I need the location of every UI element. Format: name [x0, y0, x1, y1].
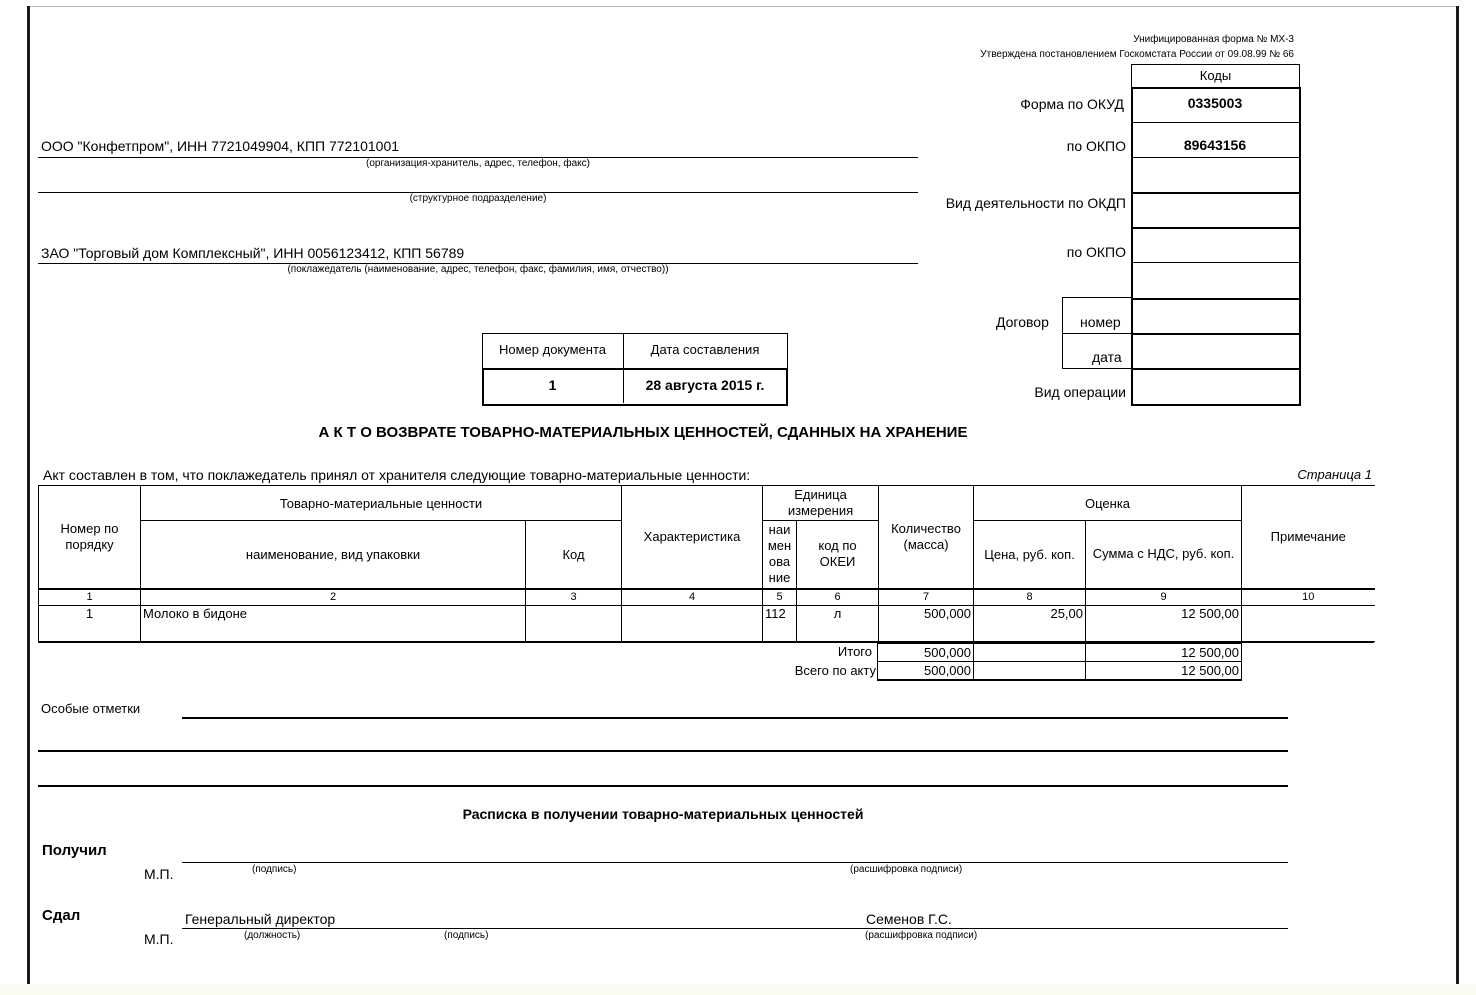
handed-line: [182, 928, 1288, 929]
column-number: 6: [797, 589, 879, 606]
receipt-title: Расписка в получении товарно-материальных ценностей: [462, 806, 864, 822]
totals-table: [877, 643, 1242, 681]
column-number: 1: [39, 589, 141, 606]
column-number: 5: [763, 589, 797, 606]
column-number: 7: [879, 589, 974, 606]
operation-label: Вид операции: [1034, 384, 1126, 400]
received-stamp: М.П.: [144, 866, 174, 882]
header-note: Примечание: [1242, 486, 1375, 589]
total-quantity: 500,000: [878, 644, 974, 662]
okud-value: 0335003: [1187, 95, 1243, 111]
handed-label: Сдал: [42, 907, 81, 924]
header-unit-code: код по ОКЕИ: [797, 521, 879, 589]
header-name: наименование, вид упаковки: [141, 521, 526, 589]
header-code: Код: [526, 521, 622, 589]
grand-price: [974, 662, 1086, 680]
column-number: 10: [1242, 589, 1375, 606]
act-title: А К Т О ВОЗВРАТЕ ТОВАРНО-МАТЕРИАЛЬНЫХ ЦЕННОСТЕЙ, СДАННЫХ НА ХРАНЕНИЕ: [318, 424, 968, 441]
handed-position-caption: (должность): [244, 930, 301, 941]
notes-line: [38, 750, 1288, 752]
contract-label: Договор: [996, 314, 1049, 330]
form-name: Унифицированная форма № МХ-3: [1133, 34, 1294, 45]
row-unit-code: л: [797, 606, 879, 642]
received-decode-caption: (расшифровка подписи): [850, 864, 963, 875]
handed-decode-caption: (расшифровка подписи): [865, 930, 978, 941]
column-number: 4: [622, 589, 763, 606]
doc-date: 28 августа 2015 г.: [645, 377, 765, 393]
notes-line: [38, 785, 1288, 787]
codes-divider: [1131, 227, 1299, 229]
header-quantity: Количество (масса): [879, 486, 974, 589]
row-code: [526, 606, 622, 642]
handed-sign-caption: (подпись): [444, 930, 489, 941]
column-number: 9: [1086, 589, 1242, 606]
total-price: [974, 644, 1086, 662]
row-quantity: 500,000: [879, 606, 974, 642]
grand-total-label: Всего по акту: [794, 663, 876, 678]
row-note: [1242, 606, 1375, 642]
codes-divider: [1131, 157, 1299, 158]
total-sum: 12 500,00: [1086, 644, 1242, 662]
goods-table: [38, 485, 1375, 642]
keeper-name: ООО "Конфетпром", ИНН 7721049904, КПП 772101001: [41, 138, 400, 154]
row-name: Молоко в бидоне: [141, 606, 526, 642]
doc-number-label: Номер документа: [498, 342, 606, 357]
contract-number-label: номер: [1080, 314, 1121, 330]
codes-divider: [1131, 368, 1299, 370]
grand-sum: 12 500,00: [1086, 662, 1242, 680]
division-caption: (структурное подразделение): [409, 193, 547, 204]
header-unit: Единица измерения: [763, 486, 879, 521]
okpo-label: по ОКПО: [1066, 138, 1126, 154]
row-price: 25,00: [974, 606, 1086, 642]
codes-title: Коды: [1131, 64, 1300, 88]
received-label: Получил: [42, 842, 107, 859]
row-characteristic: [622, 606, 763, 642]
okpo-value: 89643156: [1183, 137, 1247, 153]
handed-stamp: М.П.: [144, 931, 174, 947]
header-price: Цена, руб. коп.: [974, 521, 1086, 589]
depositor-name: ЗАО "Торговый дом Комплексный", ИНН 0056123412, КПП 56789: [41, 245, 465, 261]
doc-date-label: Дата составления: [650, 342, 760, 357]
notes-label: Особые отметки: [41, 701, 141, 716]
total-label: Итого: [837, 644, 872, 659]
header-characteristic: Характеристика: [622, 486, 763, 589]
codes-divider: [1131, 262, 1299, 263]
header-sum: Сумма с НДС, руб. коп.: [1086, 521, 1242, 589]
page-top-border: [27, 6, 1457, 7]
page-label: Страница 1: [1297, 467, 1372, 482]
doc-number: 1: [548, 377, 557, 393]
header-num: Номер по порядку: [39, 486, 141, 589]
header-evaluation: Оценка: [974, 486, 1242, 521]
handed-position: Генеральный директор: [185, 911, 336, 927]
depositor-caption: (поклажедатель (наименование, адрес, телефон, факс, фамилия, имя, отчество)): [287, 264, 669, 275]
header-goods: Товарно-материальные ценности: [141, 486, 622, 521]
received-sign-caption: (подпись): [252, 864, 297, 875]
notes-line: [182, 717, 1288, 719]
table-row: [39, 606, 1375, 642]
contract-date-label: дата: [1092, 349, 1122, 365]
codes-box: [1131, 87, 1301, 406]
codes-divider: [1131, 122, 1299, 123]
row-unit-name: 112: [763, 606, 797, 642]
okpo2-label: по ОКПО: [1066, 244, 1126, 260]
codes-divider: [1131, 192, 1299, 194]
okud-label: Форма по ОКУД: [1020, 96, 1124, 112]
received-line: [182, 862, 1288, 863]
handed-name: Семенов Г.С.: [866, 911, 952, 927]
header-unit-name: наи мен ова ние: [763, 521, 797, 589]
page-right-border: [1456, 6, 1459, 984]
page-left-border: [27, 6, 30, 984]
page-bottom-strip: [0, 984, 1476, 995]
codes-divider: [1131, 298, 1299, 300]
column-number: 8: [974, 589, 1086, 606]
column-number: 2: [141, 589, 526, 606]
row-num: 1: [39, 606, 141, 642]
grand-quantity: 500,000: [878, 662, 974, 680]
codes-divider: [1131, 333, 1299, 335]
column-number: 3: [526, 589, 622, 606]
intro-text: Акт составлен в том, что поклажедатель принял от хранителя следующие товарно-материальные ценности:: [43, 467, 751, 483]
form-approval: Утверждена постановлением Госкомстата России от 09.08.99 № 66: [980, 49, 1294, 60]
row-sum: 12 500,00: [1086, 606, 1242, 642]
keeper-caption: (организация-хранитель, адрес, телефон, факс): [366, 158, 590, 169]
contract-divider: [1062, 333, 1131, 334]
okdp-label: Вид деятельности по ОКДП: [945, 195, 1126, 211]
